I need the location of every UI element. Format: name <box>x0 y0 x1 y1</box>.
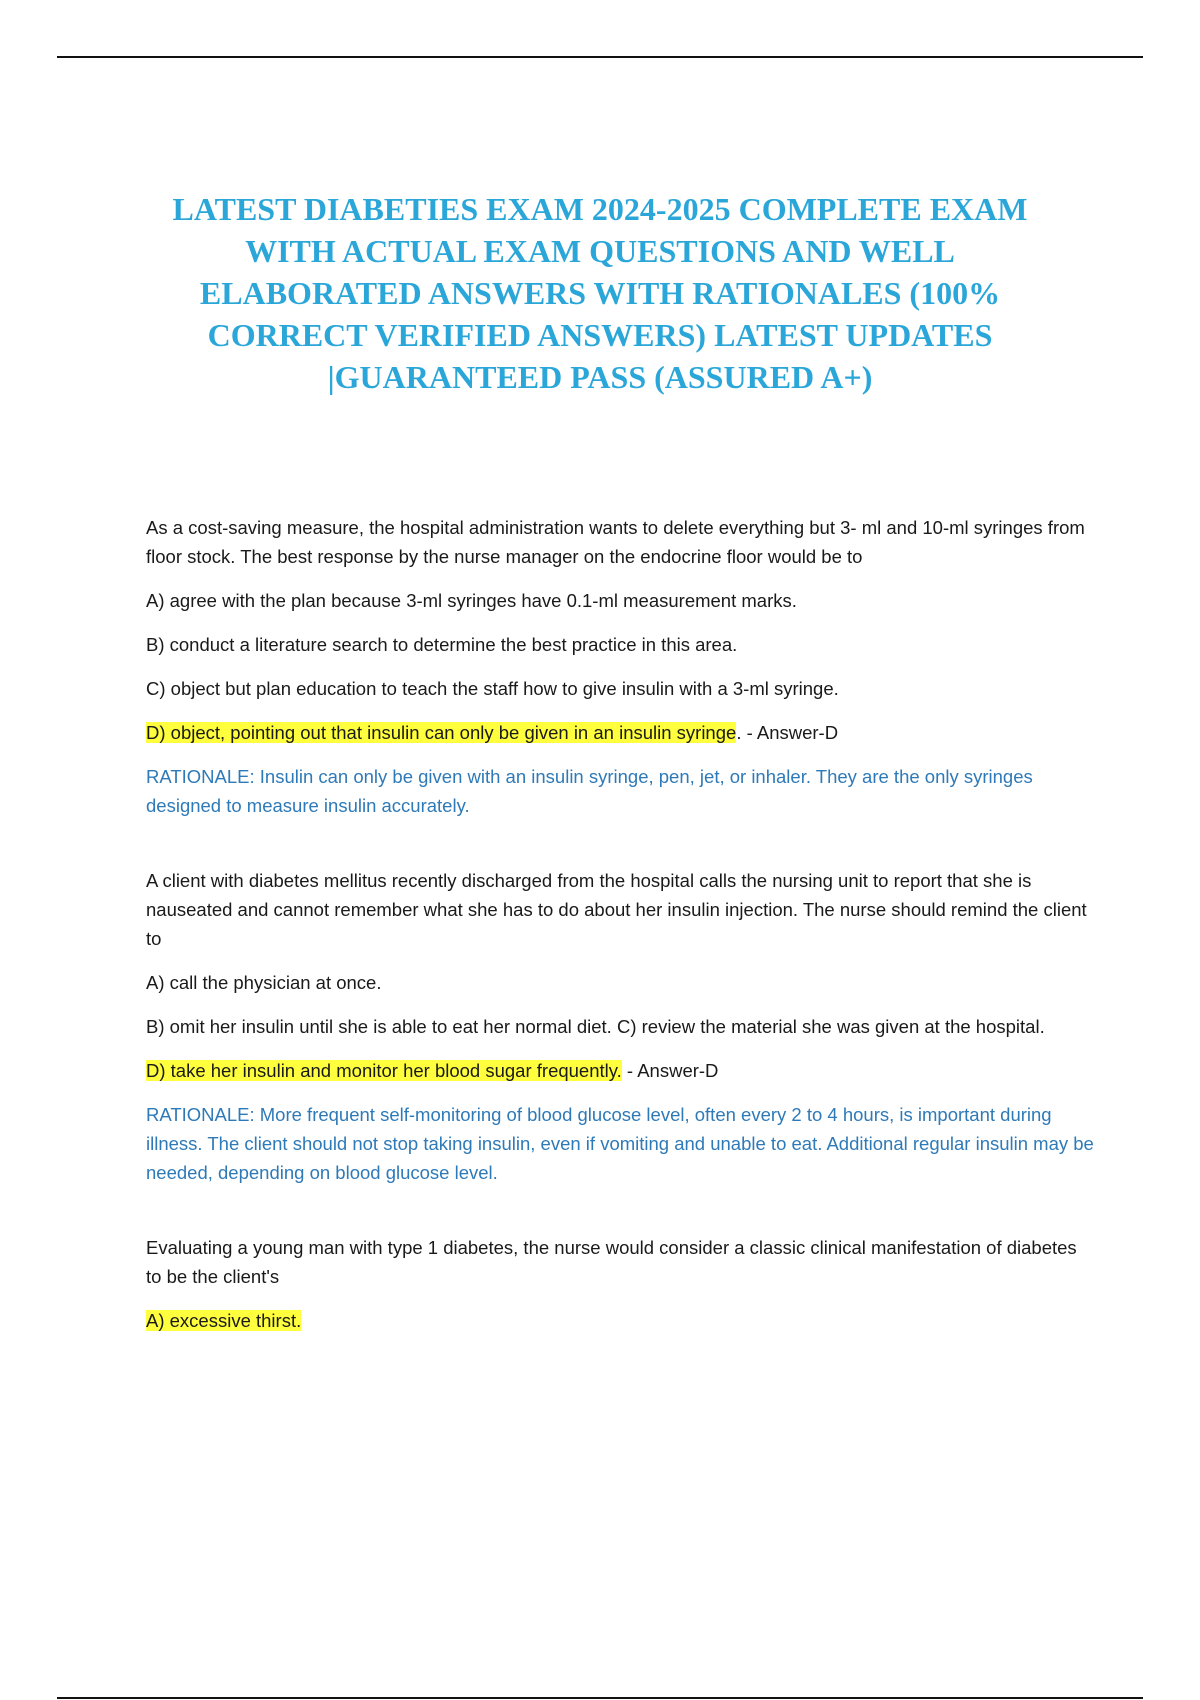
question-2-answer-highlight: D) take her insulin and monitor her blood sugar frequently. <box>146 1060 622 1081</box>
question-2-option-bc: B) omit her insulin until she is able to eat her normal diet. C) review the material she was given at the hospital. <box>146 1016 1045 1037</box>
document-title: LATEST DIABETIES EXAM 2024-2025 COMPLETE EXAM WITH ACTUAL EXAM QUESTIONS AND WELL ELABORATED ANSWERS WITH RATIONALES (100% CORRECT VERIFIED ANSWERS) LATEST UPDATES |GUARANTEED PASS (ASSURED A+) <box>172 191 1028 395</box>
question-3-stem: Evaluating a young man with type 1 diabetes, the nurse would consider a classic clinical manifestation of diabetes to be the client's <box>146 1237 1077 1287</box>
question-3-option-a <box>146 1306 1096 1335</box>
question-2-answer <box>146 1056 1096 1085</box>
question-1-option-a: A) agree with the plan because 3-ml syringes have 0.1-ml measurement marks. <box>146 590 797 611</box>
question-1 <box>146 513 1096 820</box>
question-1-answer-highlight: D) object, pointing out that insulin can only be given in an insulin syringe <box>146 722 737 743</box>
question-2-rationale: RATIONALE: More frequent self-monitoring of blood glucose level, often every 2 to 4 hours, is important during illness. The client should not stop taking insulin, even if vomiting and unable to eat. Additional regular insulin may be needed, depending on blood glucose level. <box>146 1104 1094 1183</box>
question-1-answer-label: . - Answer-D <box>736 722 839 743</box>
question-1-rationale: RATIONALE: Insulin can only be given with an insulin syringe, pen, jet, or inhaler. They are the only syringes designed to measure insulin accurately. <box>146 766 1033 816</box>
question-2-stem: A client with diabetes mellitus recently discharged from the hospital calls the nursing unit to report that she is nauseated and cannot remember what she has to do about her insulin injection. The nurse should remind the client to <box>146 870 1087 949</box>
question-1-option-c: C) object but plan education to teach the staff how to give insulin with a 3-ml syringe. <box>146 678 839 699</box>
question-2-option-a: A) call the physician at once. <box>146 972 382 993</box>
bottom-rule <box>57 1697 1143 1699</box>
question-2 <box>146 866 1096 1187</box>
question-3-option-a-highlight: A) excessive thirst. <box>146 1310 302 1331</box>
top-rule <box>57 56 1143 58</box>
question-1-option-b: B) conduct a literature search to determine the best practice in this area. <box>146 634 738 655</box>
question-3 <box>146 1233 1096 1335</box>
question-1-answer <box>146 718 1096 747</box>
question-1-stem: As a cost-saving measure, the hospital administration wants to delete everything but 3- ml and 10-ml syringes from floor stock. The best response by the nurse manager on the endocrine floor would be to <box>146 517 1085 567</box>
document-body <box>146 513 1096 1350</box>
question-2-answer-label: - Answer-D <box>621 1060 719 1081</box>
